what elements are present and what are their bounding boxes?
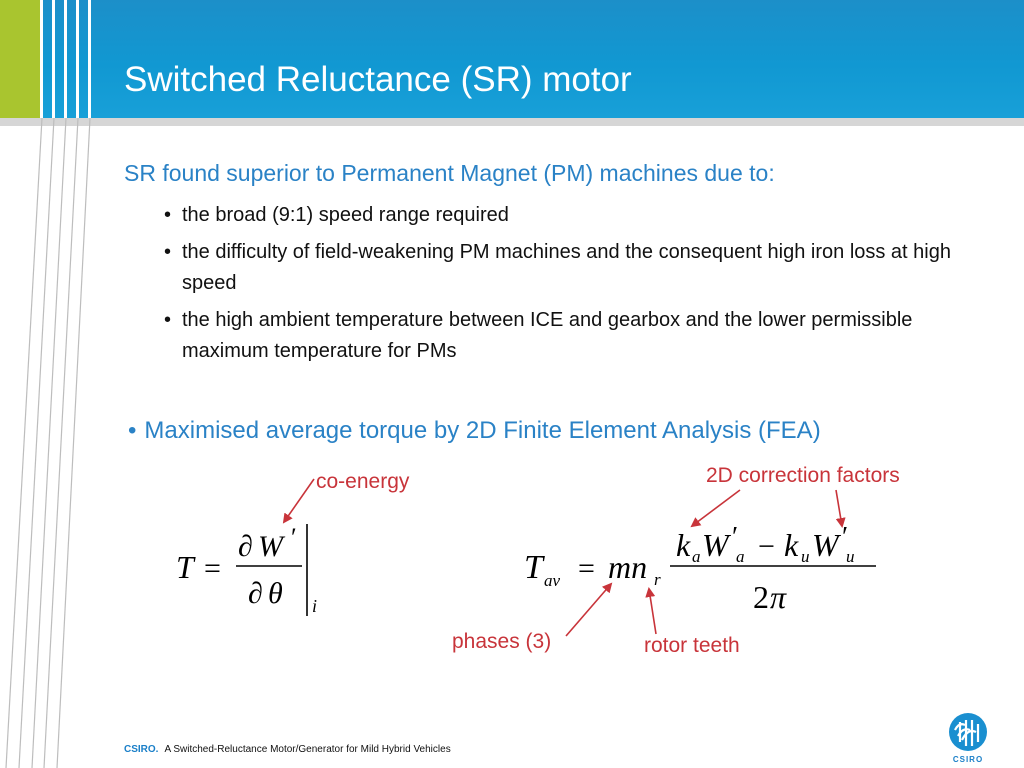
intro-text: SR found superior to Permanent Magnet (PM) machines due to: — [124, 160, 775, 186]
footer-caption: A Switched-Reluctance Motor/Generator for Mild Hybrid Vehicles — [164, 744, 451, 755]
phases-label: phases (3) — [452, 630, 552, 653]
svg-text:2: 2 — [753, 579, 769, 615]
list-item: • the difficulty of field-weakening PM machines and the consequent high iron loss at high speed — [160, 237, 960, 299]
svg-text:k: k — [784, 527, 799, 563]
svg-text:k: k — [676, 527, 691, 563]
svg-text:a: a — [692, 547, 701, 566]
svg-text:∂: ∂ — [238, 530, 253, 563]
svg-text:u: u — [846, 547, 855, 566]
average-torque-equation — [524, 522, 876, 615]
footer — [124, 744, 451, 755]
footer-brand: CSIRO. — [124, 744, 159, 755]
svg-text:CSIRO: CSIRO — [952, 755, 984, 764]
svg-text:av: av — [544, 571, 561, 590]
svg-text:′: ′ — [732, 522, 739, 553]
svg-text:W: W — [702, 527, 729, 563]
svg-text:′: ′ — [291, 523, 297, 552]
svg-text:a: a — [736, 547, 745, 566]
correction-arrow-right — [836, 490, 842, 526]
svg-text:θ: θ — [268, 577, 283, 610]
svg-text:i: i — [312, 596, 318, 616]
phases-arrow — [566, 584, 611, 636]
svg-text:=: = — [204, 552, 221, 585]
list-item: • the high ambient temperature between ICE and gearbox and the lower permissible maximum temperature for PMs — [160, 305, 960, 367]
svg-text:W: W — [812, 527, 839, 563]
bullet-dot: • — [128, 417, 137, 444]
svg-text:=: = — [578, 552, 595, 585]
svg-text:W: W — [258, 530, 283, 563]
svg-text:u: u — [801, 547, 810, 566]
fea-bullet-text: Maximised average torque by 2D Finite Element Analysis (FEA) — [144, 417, 821, 444]
svg-text:T: T — [524, 549, 543, 586]
svg-text:′: ′ — [842, 522, 849, 553]
rotor-teeth-label: rotor teeth — [644, 634, 740, 657]
list-item: • the broad (9:1) speed range required — [160, 200, 960, 231]
svg-text:−: − — [758, 530, 775, 563]
svg-text:mn: mn — [608, 549, 648, 585]
correction-factors-label: 2D correction factors — [706, 464, 900, 487]
csiro-logo-icon — [940, 708, 1000, 764]
slide-title: Switched Reluctance (SR) motor — [124, 60, 632, 99]
svg-text:T: T — [176, 549, 194, 585]
svg-text:r: r — [654, 570, 661, 589]
torque-equation — [176, 523, 317, 616]
correction-arrow-left — [692, 490, 740, 526]
svg-text:∂: ∂ — [248, 577, 263, 610]
co-energy-label: co-energy — [316, 470, 410, 493]
svg-text:π: π — [770, 579, 787, 615]
rotor-teeth-arrow — [649, 589, 656, 634]
co-energy-arrow — [284, 479, 314, 522]
